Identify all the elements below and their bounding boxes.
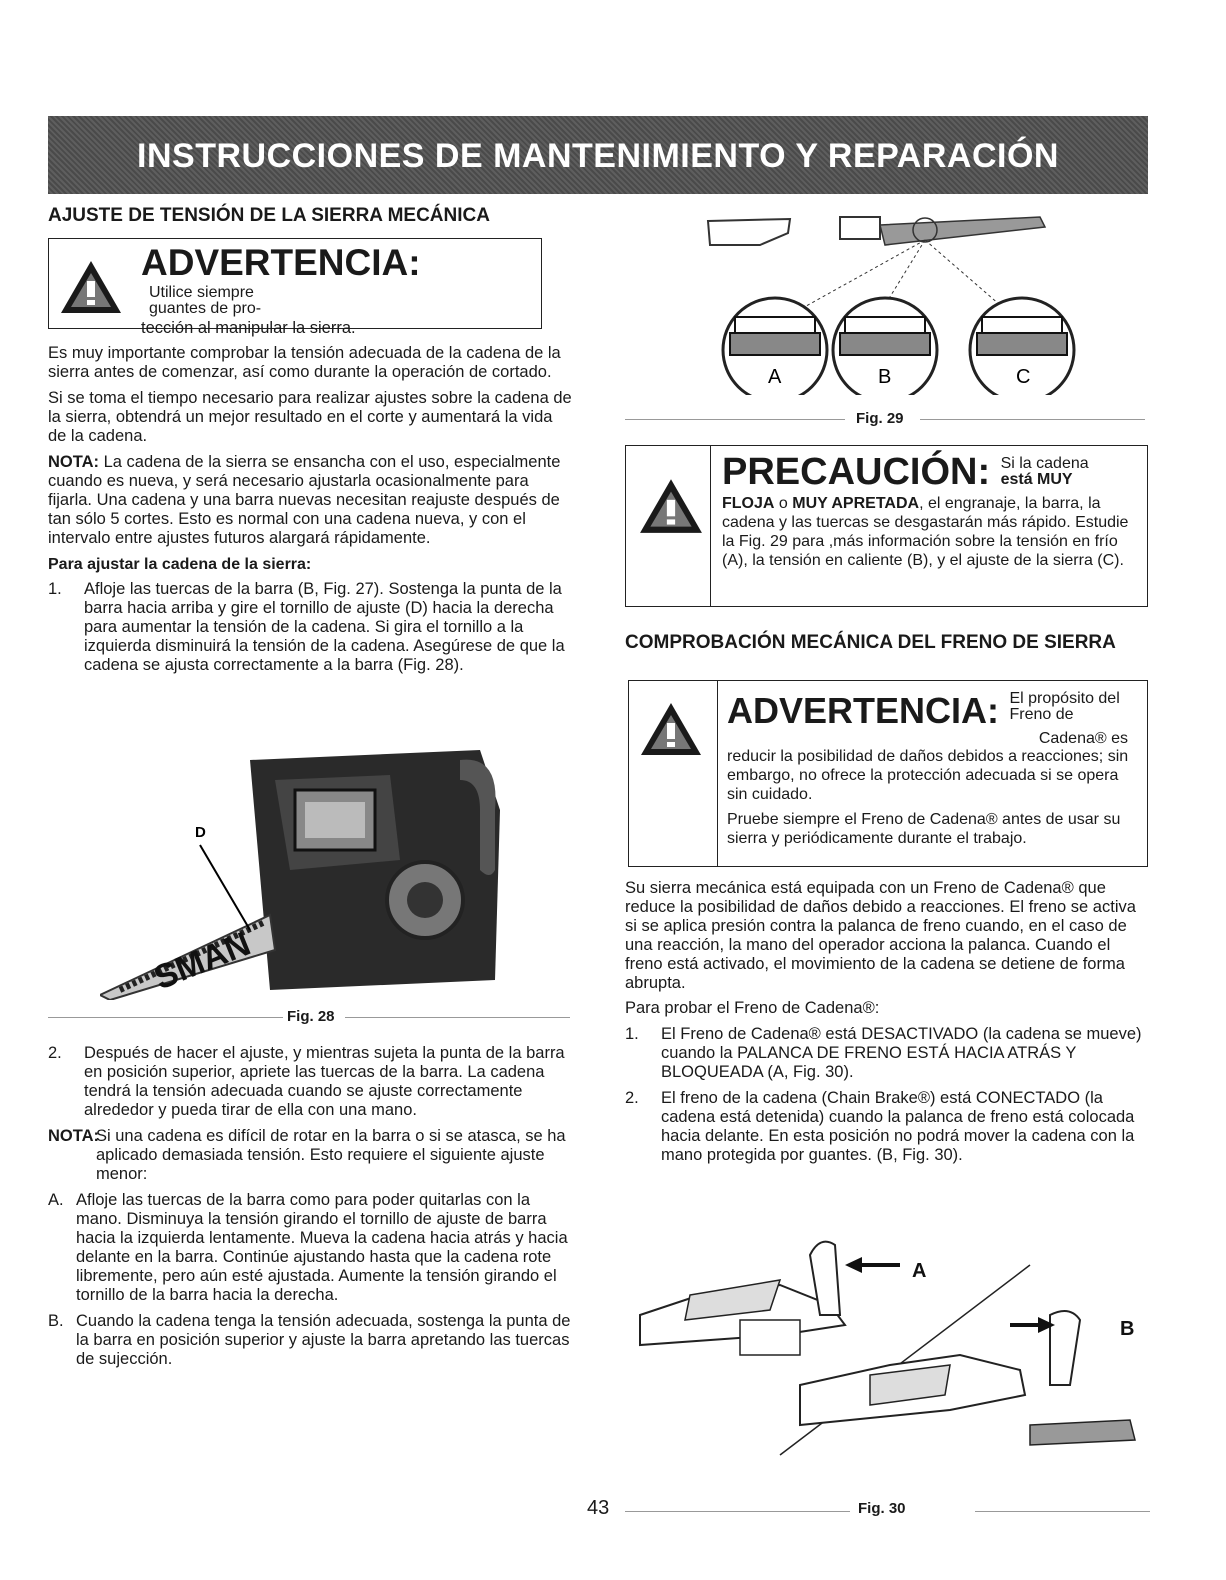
list-item [48, 580, 573, 675]
paragraph-nota [48, 453, 573, 548]
fig-28-rule-right [345, 1017, 570, 1018]
list-text: El freno de la cadena (Chain Brake®) está CONECTADO (la cadena está detenida) cuando la palanca de freno está colocada hacia delante. En esta posición no podrá mover la cadena con la mano protegida por guantes. (B, Fig. 30). [661, 1089, 1135, 1164]
fig-30-illustration [630, 1225, 1150, 1475]
page-number: 43 [587, 1497, 610, 1519]
warning-text-a: Utilice siempre [149, 284, 254, 301]
list-number: 2. [625, 1089, 639, 1107]
list-number: 1. [625, 1025, 639, 1043]
list-number: 2. [48, 1044, 62, 1062]
paragraph-time: Si se toma el tiempo necesario para realizar ajustes sobre la cadena de la sierra, obtendrá un mejor resultado en el corte y aumentará la vida de la cadena. [48, 389, 572, 445]
warning-triangle-icon [59, 259, 123, 315]
fig-30-caption: Fig. 30 [858, 1500, 906, 1517]
fig-29-rule-left [625, 419, 845, 420]
paragraph-importance: Es muy importante comprobar la tensión adecuada de la cadena de la sierra antes de comenzar, así como durante la operación de cortado. [48, 344, 561, 381]
fig-29-caption: Fig. 29 [856, 410, 904, 427]
fig-28-caption: Fig. 28 [287, 1008, 335, 1025]
nota-label: NOTA: [48, 453, 100, 471]
nota-text: Si una cadena es difícil de rotar en la barra o si se atasca, se ha aplicado demasiada tensión. Esto requiere el siguiente ajuste menor: [96, 1127, 566, 1183]
section-heading-brake: COMPROBACIÓN MECÁNICA DEL FRENO DE SIERRA [625, 632, 1116, 653]
nota-block [48, 1127, 573, 1184]
nota-label: NOTA: [48, 1127, 100, 1145]
fig-30-rule-right [975, 1511, 1150, 1512]
list-text: Después de hacer el ajuste, y mientras sujeta la punta de la barra en posición superior, apriete las tuercas de la barra. La cadena tendrá la tensión adecuada cuando se ajuste correctamente alrededor y pueda tirar de ella con una mano. [84, 1044, 565, 1119]
list-number: 1. [48, 580, 62, 598]
fig-30-label-b: B [1120, 1318, 1135, 1340]
list-item [625, 1089, 1150, 1165]
caution-body [722, 494, 1142, 570]
list-item [48, 1312, 573, 1369]
fig-30-rule-left [625, 1511, 850, 1512]
list-text: Cuando la cadena tenga la tensión adecuada, sostenga la punta de la barra en posición superior y ajuste la barra apretando las tuercas de sujección. [76, 1312, 571, 1368]
warning-title: ADVERTENCIA: [727, 690, 1000, 731]
warning-text-c: tección al manipular la sierra. [141, 319, 356, 337]
caution-mid: o [774, 495, 793, 512]
list-letter: B. [48, 1312, 64, 1330]
list-letter: A. [48, 1191, 64, 1209]
list-text: Afloje las tuercas de la barra (B, Fig. 27). Sostenga la punta de la barra hacia arriba y gire el tornillo de ajuste (D) hacia la derecha para aumentar la tensión de la cadena. Si gira el tornillo a la izquierda disminuirá la tensión de la cadena. Asegúrese de que la cadena se ajusta correctamente a la barra (Fig. 28). [84, 580, 565, 674]
list-text: El Freno de Cadena® está DESACTIVADO (la cadena se mueve) cuando la PALANCA DE FRENO ESTÁ HACIA ATRÁS Y BLOQUEADA (A, Fig. 30). [661, 1025, 1142, 1081]
caution-text-a: Si la cadena [1000, 455, 1089, 472]
warning-box-gloves [48, 238, 542, 337]
fig-29-illustration [700, 205, 1090, 395]
caution-box [625, 445, 1148, 607]
warning-text-b: guantes de pro- [149, 300, 262, 317]
right-column-lower [625, 879, 1150, 1165]
warning-box-brake [628, 680, 1148, 867]
warning-text-c: Cadena® es [1038, 730, 1128, 747]
fig-28-label-d: D [195, 824, 206, 841]
section-banner: INSTRUCCIONES DE MANTENIMIENTO Y REPARACIÓN [48, 116, 1148, 194]
fig-28-illustration [100, 750, 520, 1000]
caution-title: PRECAUCIÓN: [722, 451, 991, 493]
warning-triangle-icon [639, 701, 703, 757]
fig-29-label-c: C [1016, 366, 1031, 388]
left-column-lower [48, 1044, 573, 1369]
paragraph-brake: Su sierra mecánica está equipada con un Freno de Cadena® que reduce la posibilidad de daños debido a reacciones. El freno se activa si se aplica presión contra la palanca de freno cuando, en el caso de una reacción, la mano del operador acciona la palanca. Cuando el freno está activado, el movimiento de la cadena se detiene de forma abrupta. [625, 879, 1136, 992]
fig-29-label-b: B [878, 366, 892, 388]
left-column [48, 205, 573, 675]
caution-text-c: , el engranaje, la barra, la cadena y las tuercas se desgastarán más rápido. Estudie la Fig. 29 para ,más información sobre la tensión en frío (A), la tensión en caliente (B), y el ajuste de la sierra (C). [722, 495, 1129, 569]
fig-28-rule-left [48, 1017, 283, 1018]
warning-text-b: Freno de [1009, 706, 1074, 723]
subheading-adjust: Para ajustar la cadena de la sierra: [48, 556, 312, 573]
paragraph-test: Para probar el Freno de Cadena®: [625, 999, 880, 1017]
caution-bold-1: FLOJA [722, 495, 775, 512]
list-item [48, 1191, 573, 1305]
section-heading-tension: AJUSTE DE TENSIÓN DE LA SIERRA MECÁNICA [48, 205, 490, 226]
fig-28-brand: SMAN [148, 924, 256, 998]
caution-text-b: está MUY [1000, 471, 1073, 488]
list-item [48, 1044, 573, 1120]
caution-bold-2: MUY APRETADA [792, 495, 920, 512]
list-text: Afloje las tuercas de la barra como para poder quitarlas con la mano. Disminuya la tensión girando el tornillo de ajuste de barra hacia la izquierda lentamente. Mueva la cadena hacia atrás y hacia delante en la barra. Continúe ajustando hasta que la cadena rote libremente, pero aún esté ajustada. Aumente la tensión girando el tornillo de la barra hacia la derecha. [76, 1191, 568, 1304]
warning-triangle-icon [638, 476, 704, 536]
list-item [625, 1025, 1150, 1082]
warning-title: ADVERTENCIA: [141, 242, 421, 283]
fig-29-label-a: A [768, 366, 782, 388]
warning-text-e: Pruebe siempre el Freno de Cadena® antes de usar su sierra y periódicamente durante el trabajo. [727, 811, 1121, 847]
warning-text-d: reducir la posibilidad de daños debidos a reacciones; sin embargo, no ofrece la protección adecuada si se opera sin cuidado. [727, 748, 1129, 803]
fig-30-label-a: A [912, 1260, 927, 1282]
warning-text-a: El propósito del [1009, 690, 1120, 707]
nota-text: La cadena de la sierra se ensancha con el uso, especialmente cuando es nueva, y será necesario ajustarla ocasionalmente para fijarla. Una cadena y una barra nuevas necesitan reajuste después de tan sólo 5 cortes. Esto es normal con una cadena nueva, y con el intervalo entre ajustes futuros alargará rápidamente. [48, 453, 561, 547]
fig-29-rule-right [920, 419, 1145, 420]
